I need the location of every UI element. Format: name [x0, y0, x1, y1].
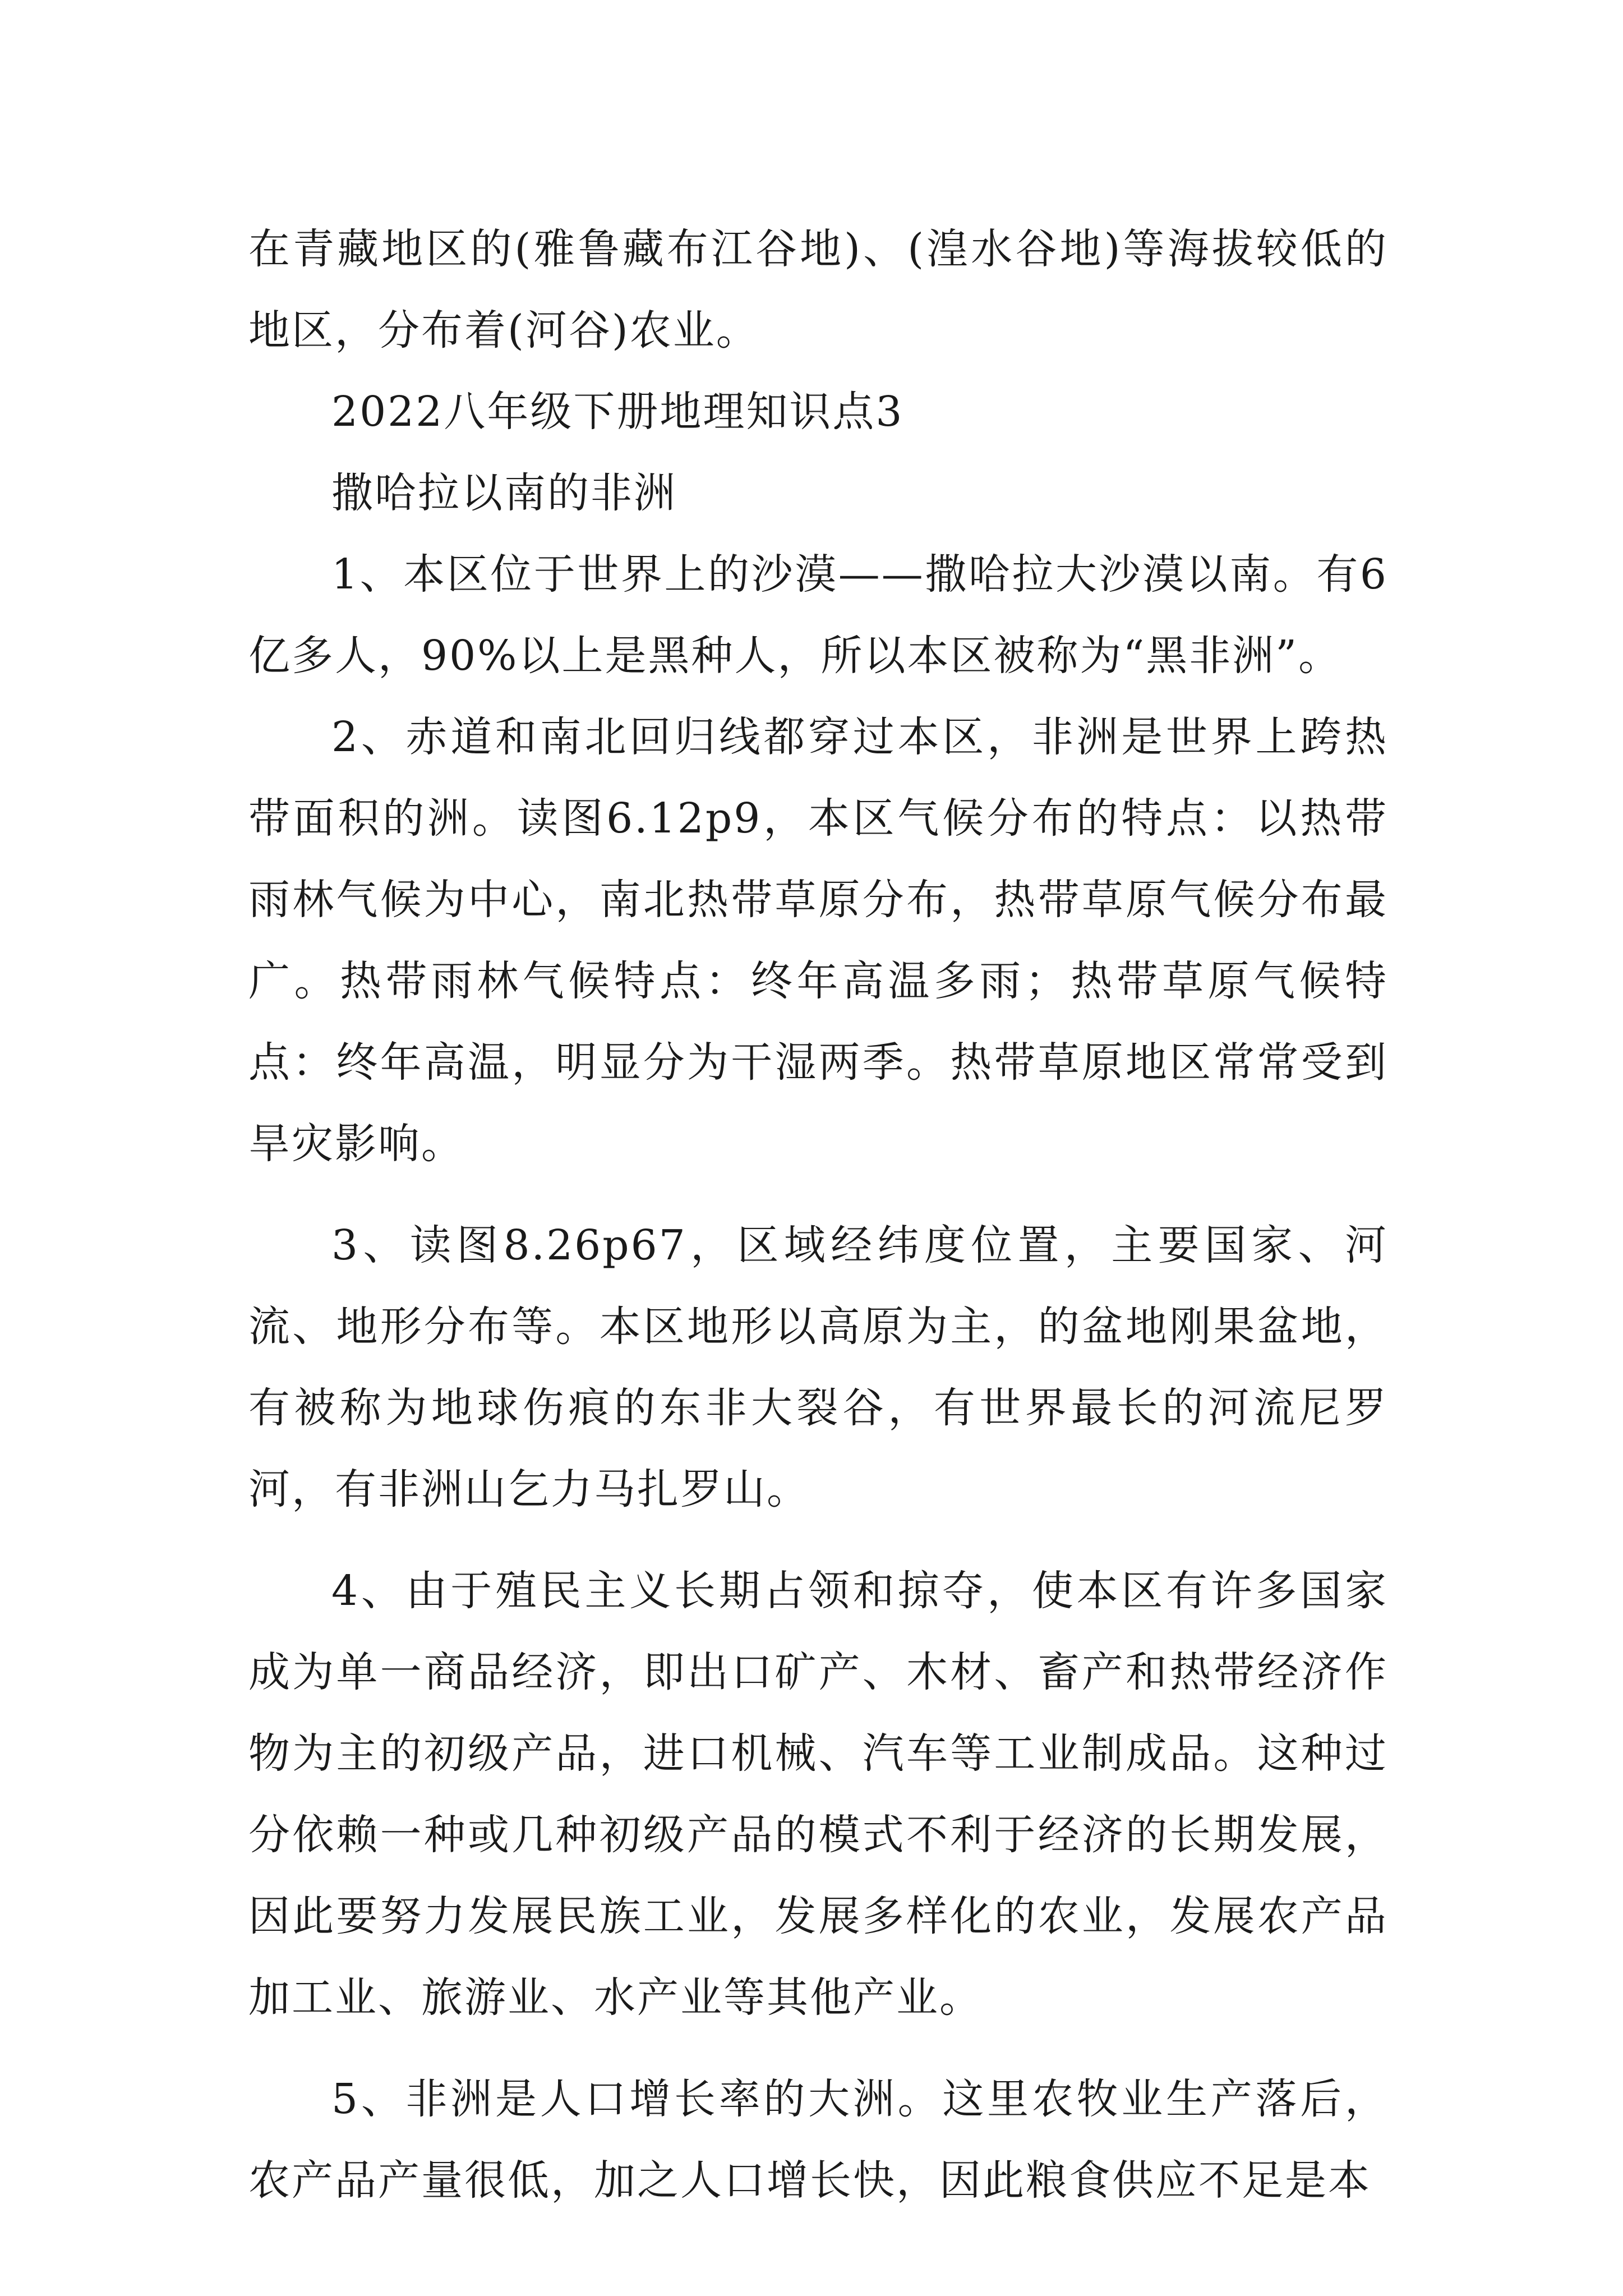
- paragraph-point-3: 3、读图8.26p67，区域经纬度位置，主要国家、河流、地形分布等。本区地形以高原为主，的盆地刚果盆地，有被称为地球伤痕的东非大裂谷，有世界最长的河流尼罗河，有非洲山乞力马扎罗山。: [248, 1221, 1388, 1513]
- paragraph-point-2: 2、赤道和南北回归线都穿过本区，非洲是世界上跨热带面积的洲。读图6.12p9，本区气候分布的特点：以热带雨林气候为中心，南北热带草原分布，热带草原气候分布最广。热带雨林气候特点：终年高温多雨；热带草原气候特点：终年高温，明显分为干湿两季。热带草原地区常常受到旱灾影响。: [248, 713, 1388, 1168]
- paragraph-point-5: 5、非洲是人口增长率的大洲。这里农牧业生产落后，农产品产量很低，加之人口增长快，因此粮食供应不足是本: [248, 2075, 1388, 2205]
- paragraph-point-1: 1、本区位于世界上的沙漠——撒哈拉大沙漠以南。有6亿多人，90%以上是黑种人，所以本区被称为“黑非洲”。: [248, 550, 1388, 680]
- body-text: [248, 209, 1388, 2221]
- section-subheading: 撒哈拉以南的非洲: [331, 469, 677, 517]
- paragraph-point-4: 4、由于殖民主义长期占领和掠夺，使本区有许多国家成为单一商品经济，即出口矿产、木材、畜产和热带经济作物为主的初级产品，进口机械、汽车等工业制成品。这种过分依赖一种或几种初级产品的模式不利于经济的长期发展，因此要努力发展民族工业，发展多样化的农业，发展农产品加工业、旅游业、水产业等其他产业。: [248, 1567, 1388, 2022]
- paragraph-continuation: 在青藏地区的(雅鲁藏布江谷地)、(湟水谷地)等海拔较低的地区，分布着(河谷)农业。: [248, 225, 1388, 355]
- section-heading: 2022八年级下册地理知识点3: [331, 388, 904, 436]
